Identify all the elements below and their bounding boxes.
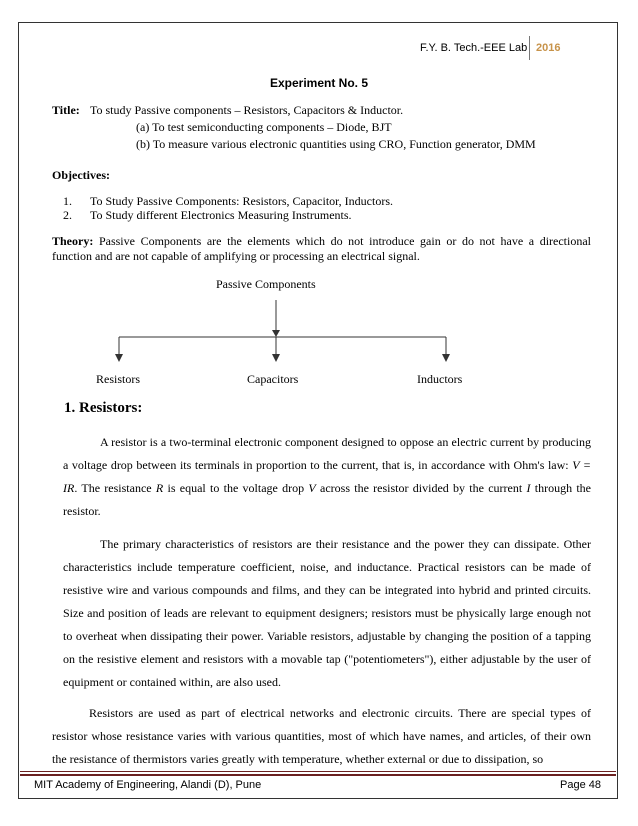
tree-node-capacitors: Capacitors (247, 372, 299, 386)
tree-stem-arrow (272, 330, 280, 337)
resistor-paragraph-2: The primary characteristics of resistors are their resistance and the power they can dissipate. Other characteristics include temperature coefficient, noise, and inductance. Practical resistors can be made of resistive wire and various compounds and films, and they can be integrated into hybrid and printed circuits. Size and position of leads are relevant to equipment designers; resistors must be physically large enough not to overheat when dissipating their power. Variable resistors, adjustable by changing the position of a tapping on the resistive element and resistors with a movable tap ("potentiometers"), either adjustable by the user of equipment or contained within, are also used. (63, 537, 591, 689)
objective-2-text: To Study different Electronics Measuring Instruments. (90, 208, 352, 222)
objective-1-num: 1. (63, 194, 72, 208)
header-course: F.Y. B. Tech.-EEE Lab (420, 42, 528, 54)
title-sub-a: (a) To test semiconducting components – Diode, BJT (136, 120, 392, 134)
tree-node-inductors: Inductors (417, 372, 463, 386)
footer-rule-thin (20, 771, 616, 772)
experiment-title: Experiment No. 5 (269, 76, 369, 90)
footer-page-number: Page 48 (560, 779, 601, 791)
resistor-paragraph-1: A resistor is a two-terminal electronic component designed to oppose an electric current by producing a voltage drop between its terminals in proportion to the current, that is, in accordance with Ohm's law: V = IR. The resistance R is equal to the voltage drop V across the resistor divided by the current I through the resistor. (63, 435, 591, 518)
tree-arrow-left (115, 354, 123, 362)
theory-text: Passive Components are the elements which do not introduce gain or do not have a directional function and are not capable of amplifying or processing an electrical signal. (52, 234, 592, 263)
tree-arrow-right (442, 354, 450, 362)
theory-label: Theory: (52, 234, 94, 248)
footer-rule-thick (20, 774, 616, 776)
objective-2-num: 2. (63, 208, 72, 222)
objectives-heading: Objectives: (52, 168, 110, 182)
header-year: 2016 (536, 42, 561, 54)
section-title: 1. Resistors: (64, 400, 143, 416)
tree-root-label: Passive Components (216, 277, 316, 291)
objective-1-text: To Study Passive Components: Resistors, Capacitor, Inductors. (90, 194, 393, 208)
title-text: To study Passive components – Resistors, Capacitors & Inductor. (90, 103, 404, 117)
title-label: Title: (52, 103, 80, 117)
tree-node-resistors: Resistors (96, 372, 141, 386)
footer-institution: MIT Academy of Engineering, Alandi (D), Pune (34, 779, 262, 791)
tree-arrow-middle (272, 354, 280, 362)
title-sub-b: (b) To measure various electronic quantities using CRO, Function generator, DMM (136, 137, 536, 151)
resistor-paragraph-3: Resistors are used as part of electrical networks and electronic circuits. There are special types of resistor whose resistance varies with various quantities, most of which have names, and articles, of their own the resistance of thermistors varies greatly with temperature, whether external or due to dissipation, so (52, 706, 591, 766)
